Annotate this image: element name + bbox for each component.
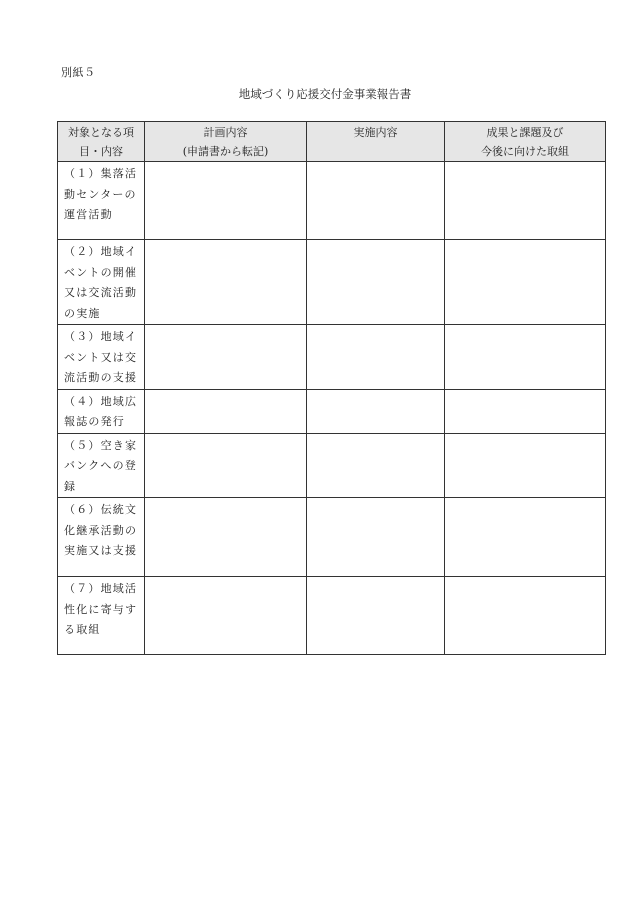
table-row [58, 240, 606, 325]
table-row [58, 433, 606, 498]
results-cell[interactable] [445, 433, 606, 498]
category-cell: （５）空き家バンクへの登録 [58, 433, 145, 498]
table-row [58, 325, 606, 390]
results-cell[interactable] [445, 162, 606, 240]
results-cell[interactable] [445, 240, 606, 325]
implementation-cell[interactable] [307, 325, 445, 390]
header-line: 目・内容 [79, 145, 123, 158]
header-line: 計画内容 [203, 126, 248, 139]
header-line: 今後に向けた取組 [481, 145, 569, 158]
results-cell[interactable] [445, 389, 606, 433]
category-cell: （７）地域活性化に寄与する取組 [58, 577, 145, 655]
category-cell: （２）地域イベントの開催又は交流活動の実施 [58, 240, 145, 325]
implementation-cell[interactable] [307, 498, 445, 577]
header-line: 実施内容 [353, 126, 398, 139]
plan-cell[interactable] [145, 162, 307, 240]
header-line: 成果と課題及び [486, 126, 564, 139]
plan-cell[interactable] [145, 433, 307, 498]
plan-cell[interactable] [145, 325, 307, 390]
table-row [58, 577, 606, 655]
implementation-cell[interactable] [307, 162, 445, 240]
header-target-item [58, 122, 145, 162]
table-header-row [58, 122, 606, 162]
implementation-cell[interactable] [307, 389, 445, 433]
implementation-cell[interactable] [307, 577, 445, 655]
table-row [58, 162, 606, 240]
plan-cell[interactable] [145, 498, 307, 577]
document-label: 別紙５ [61, 66, 96, 79]
document-title: 地域づくり応援交付金事業報告書 [238, 87, 412, 101]
results-cell[interactable] [445, 498, 606, 577]
implementation-cell[interactable] [307, 433, 445, 498]
header-implementation-content [307, 122, 445, 162]
results-cell[interactable] [445, 577, 606, 655]
header-results-and-issues [445, 122, 606, 162]
table-row [58, 389, 606, 433]
plan-cell[interactable] [145, 389, 307, 433]
category-cell: （４）地域広報誌の発行 [58, 389, 145, 433]
table-row [58, 498, 606, 577]
plan-cell[interactable] [145, 240, 307, 325]
implementation-cell[interactable] [307, 240, 445, 325]
category-cell: （３）地域イベント又は交流活動の支援 [58, 325, 145, 390]
plan-cell[interactable] [145, 577, 307, 655]
header-line: (申請書から転記) [182, 145, 269, 158]
category-cell: （６）伝統文化継承活動の実施又は支援 [58, 498, 145, 577]
category-cell: （１）集落活動センターの運営活動 [58, 162, 145, 240]
header-line: 対象となる項 [68, 126, 134, 139]
header-plan-content [145, 122, 307, 162]
report-table [57, 121, 606, 655]
results-cell[interactable] [445, 325, 606, 390]
